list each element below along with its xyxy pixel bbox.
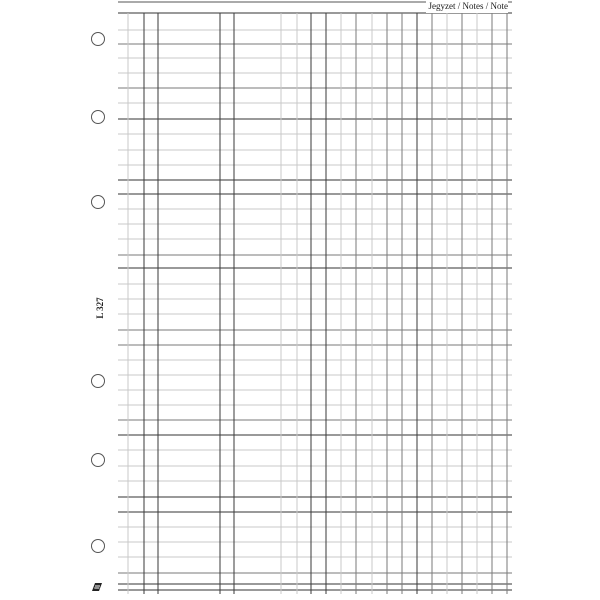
binder-hole-icon [91,32,105,46]
page-title: Jegyzet / Notes / Note [426,0,508,13]
horizontal-rules [118,2,512,590]
form-code-label: L 327 [95,297,105,319]
brand-logo-icon [91,582,103,592]
binder-hole-icon [91,374,105,388]
vertical-rules [128,13,507,594]
binder-hole-icon [91,110,105,124]
binder-hole-icon [91,453,105,467]
binder-hole-icon [91,195,105,209]
binder-hole-icon [91,539,105,553]
